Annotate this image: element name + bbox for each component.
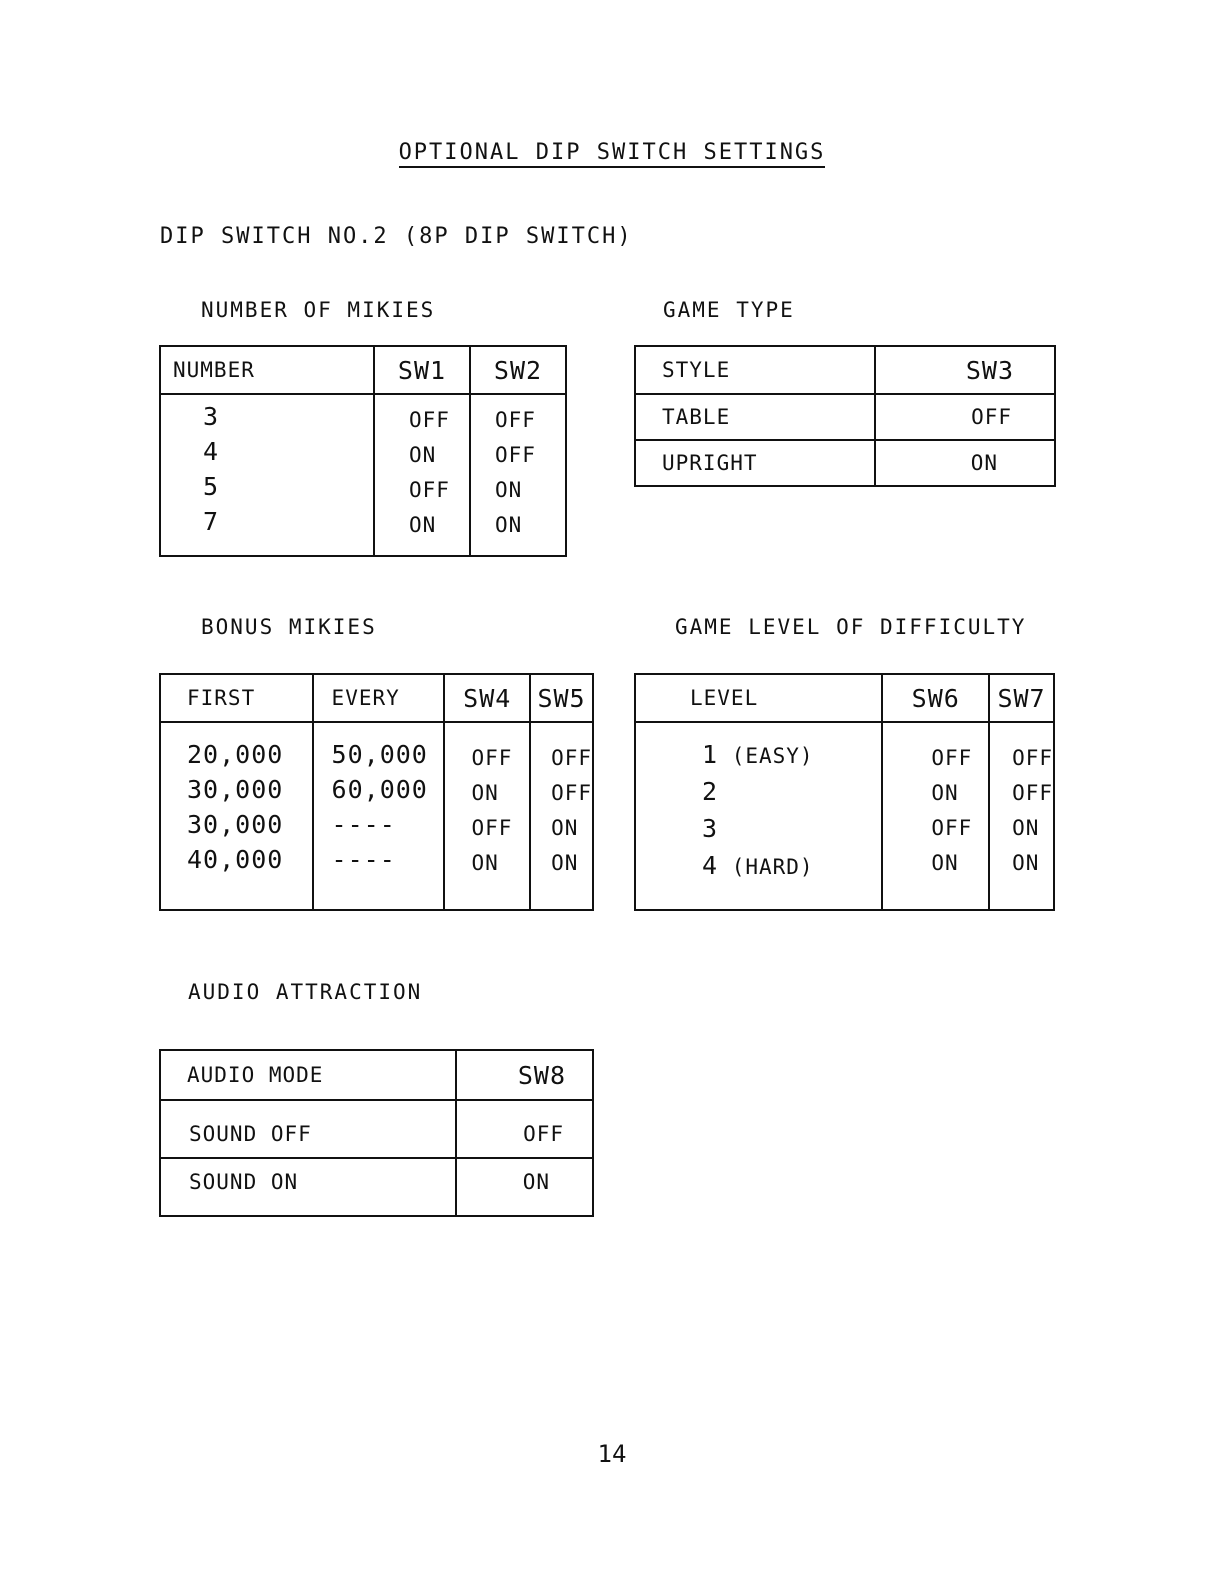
level-3 (702, 811, 881, 848)
sound-on-label: SOUND ON (160, 1158, 456, 1216)
header-sw6: SW6 (882, 674, 989, 722)
audio-attraction-table (159, 1049, 594, 1217)
level-2-number: 2 (702, 777, 719, 806)
level-4 (702, 848, 881, 885)
header-sw7: SW7 (989, 674, 1054, 722)
number-of-mikies-heading: NUMBER OF MIKIES (201, 298, 436, 322)
style-table-sw3: OFF (875, 394, 1055, 440)
header-sw2: SW2 (470, 346, 566, 394)
sound-off-label: SOUND OFF (160, 1100, 456, 1158)
bonus-mikies-table (159, 673, 594, 911)
header-sw5: SW5 (530, 674, 593, 722)
level-3-number: 3 (702, 814, 719, 843)
first-values: 20,000 30,000 30,000 40,000 (160, 722, 313, 910)
number-values: 3 4 5 7 (160, 394, 374, 556)
every-values: 50,000 60,000 ---- ---- (313, 722, 445, 910)
game-type-table (634, 345, 1056, 487)
header-first: FIRST (160, 674, 313, 722)
header-sw8: SW8 (456, 1050, 593, 1100)
bonus-mikies-heading: BONUS MIKIES (201, 615, 377, 639)
sw1-values: OFF ON OFF ON (374, 394, 470, 556)
level-values (635, 722, 882, 910)
difficulty-heading: GAME LEVEL OF DIFFICULTY (675, 615, 1027, 639)
dip-switch-subtitle: DIP SWITCH NO.2 (8P DIP SWITCH) (160, 224, 633, 249)
sw2-values: OFF OFF ON ON (470, 394, 566, 556)
header-sw3: SW3 (875, 346, 1055, 394)
game-type-heading: GAME TYPE (663, 298, 795, 322)
style-upright-label: UPRIGHT (635, 440, 875, 486)
sw5-values: OFF OFF ON ON (530, 722, 593, 910)
sw7-values: OFF OFF ON ON (989, 722, 1054, 910)
header-number: NUMBER (160, 346, 374, 394)
level-1-number: 1 (702, 740, 719, 769)
audio-attraction-heading: AUDIO ATTRACTION (188, 980, 423, 1004)
header-style: STYLE (635, 346, 875, 394)
level-4-number: 4 (702, 851, 719, 880)
style-upright-sw3: ON (875, 440, 1055, 486)
sw6-values: OFF ON OFF ON (882, 722, 989, 910)
sound-on-sw8: ON (456, 1158, 593, 1216)
header-sw1: SW1 (374, 346, 470, 394)
difficulty-table (634, 673, 1055, 911)
header-every: EVERY (313, 674, 445, 722)
level-1 (702, 737, 881, 774)
page-number: 14 (597, 1440, 627, 1468)
page-title-wrap (0, 140, 1224, 165)
sound-off-sw8: OFF (456, 1100, 593, 1158)
sw4-values: OFF ON OFF ON (444, 722, 530, 910)
header-sw4: SW4 (444, 674, 530, 722)
header-level: LEVEL (635, 674, 882, 722)
header-audio-mode: AUDIO MODE (160, 1050, 456, 1100)
page-title: OPTIONAL DIP SWITCH SETTINGS (399, 140, 826, 168)
level-2 (702, 774, 881, 811)
style-table-label: TABLE (635, 394, 875, 440)
number-of-mikies-table (159, 345, 567, 557)
level-4-label: (HARD) (731, 855, 814, 879)
level-1-label: (EASY) (731, 744, 814, 768)
